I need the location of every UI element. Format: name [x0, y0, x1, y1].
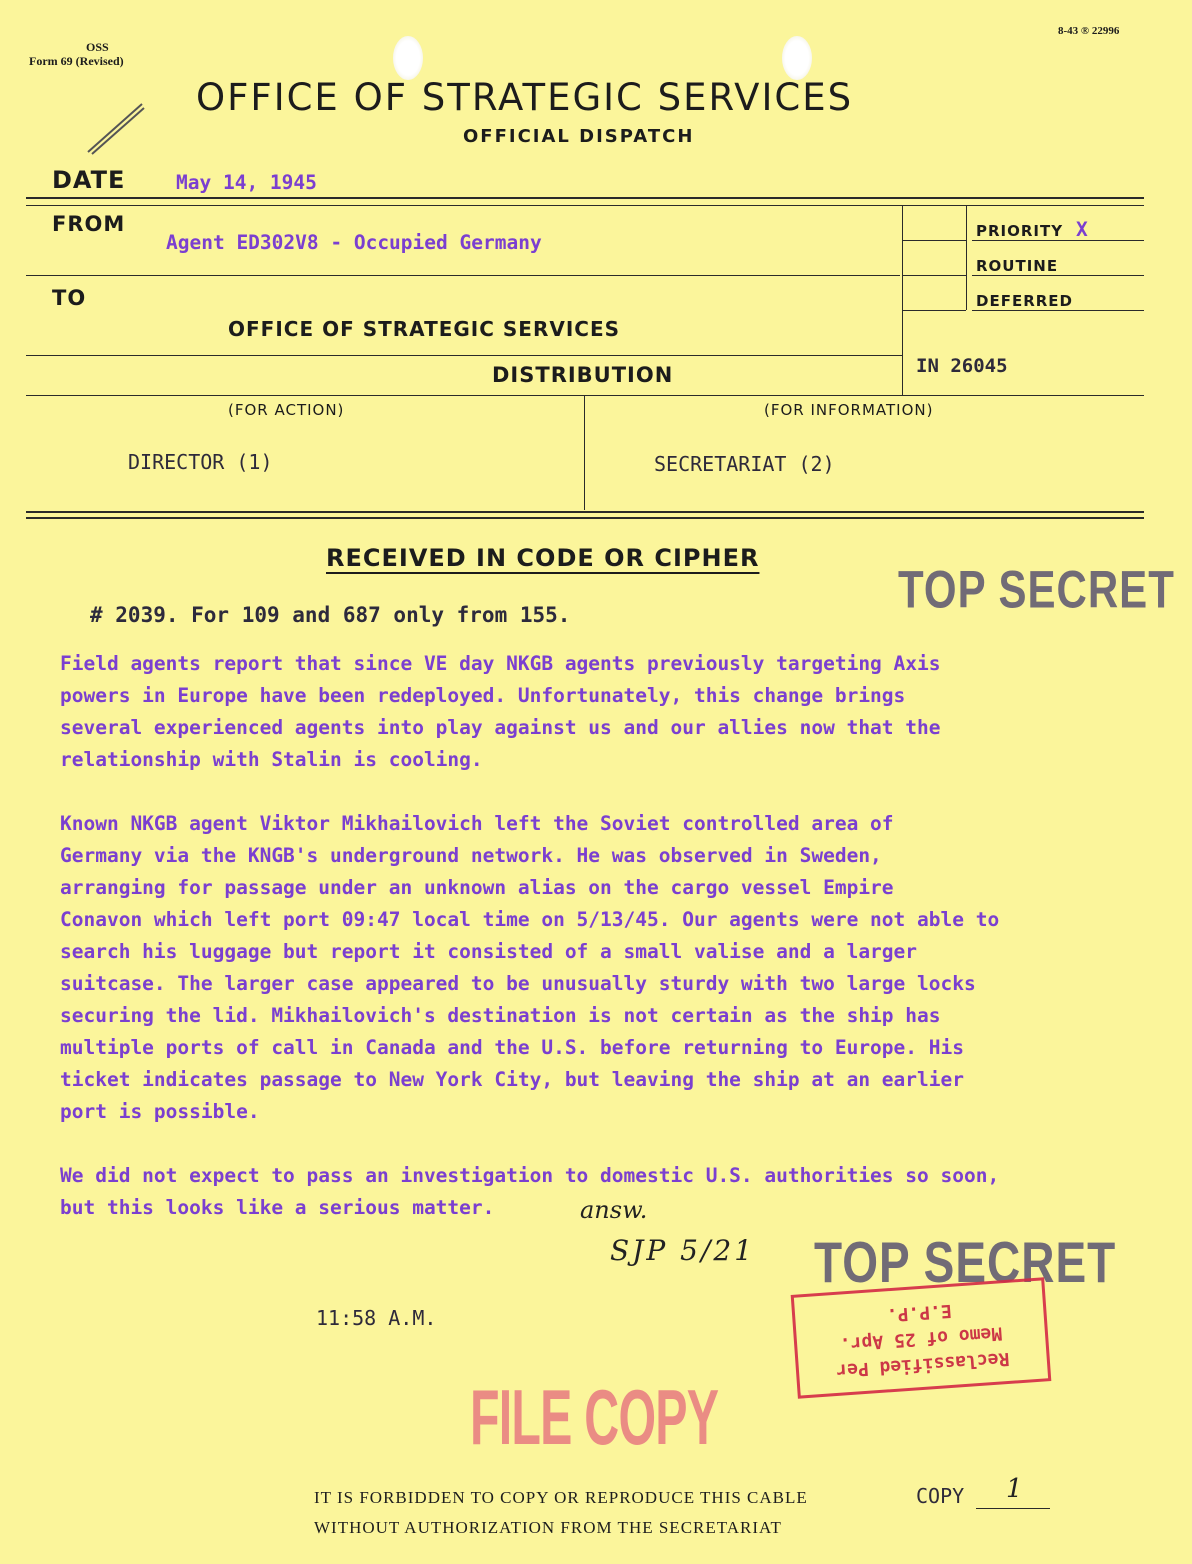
copy-label: COPY — [916, 1484, 965, 1508]
rule-from — [26, 275, 900, 276]
from-value: Agent ED302V8 - Occupied Germany — [166, 231, 542, 254]
for-action-label: (FOR ACTION) — [228, 401, 345, 419]
handwritten-answer: answ. — [580, 1196, 648, 1224]
rule-top — [26, 197, 1144, 199]
declassification-stamp: Reclassified Per Memo of 25 Apr. E.P.P. — [791, 1277, 1052, 1398]
distribution-label: DISTRIBUTION — [492, 363, 674, 387]
footer-line-2: WITHOUT AUTHORIZATION FROM THE SECRETARIAT — [314, 1518, 782, 1537]
priority-label: PRIORITY — [976, 222, 1064, 240]
rule-to — [26, 355, 902, 356]
print-code: 8-43 ® 22996 — [1058, 25, 1120, 37]
top-secret-stamp: TOP SECRET — [898, 560, 1175, 619]
time-stamp: 11:58 A.M. — [316, 1306, 437, 1330]
copy-underline — [976, 1508, 1050, 1509]
priority-divider-1 — [902, 205, 903, 395]
message-header: # 2039. For 109 and 687 only from 155. — [90, 603, 571, 627]
form-number: Form 69 (Revised) — [29, 54, 124, 68]
page-subtitle: OFFICIAL DISPATCH — [463, 126, 695, 147]
for-info-label: (FOR INFORMATION) — [764, 401, 934, 419]
binder-hole-right — [782, 36, 812, 80]
top-secret-stamp-2: TOP SECRET — [814, 1229, 1117, 1295]
action-value: DIRECTOR (1) — [128, 450, 273, 474]
routine-label: ROUTINE — [976, 257, 1059, 275]
deferred-label: DEFERRED — [976, 292, 1073, 310]
binder-hole-left — [393, 36, 423, 80]
message-paragraph-2: Known NKGB agent Viktor Mikhailovich left the Soviet controlled area of Germany via the KNGB's underground network. He was observed in Sweden, arranging for passage under an unknown alias on the cargo vessel Empire Conavon which left port 09:47 local time on 5/13/45. Our agents were not able to search his luggage but report it consisted of a small valise and a larger suitcase. The larger case appeared to be unusually sturdy with two large locks securing the lid. Mikhailovich's destination is not certain as the ship has multiple ports of call in Canada and the U.S. before returning to Europe. His ticket indicates passage to New York City, but leaving the ship at an earlier port is possible. — [60, 812, 1000, 1123]
paper-clip-icon — [80, 96, 150, 158]
to-label: TO — [52, 286, 87, 310]
rule-bottom — [26, 511, 1144, 513]
priority-mark: X — [1076, 218, 1088, 241]
received-heading: RECEIVED IN CODE OR CIPHER — [326, 544, 760, 572]
info-value: SECRETARIAT (2) — [654, 452, 835, 476]
file-copy-stamp: FILE COPY — [470, 1375, 719, 1462]
footer-line-1: IT IS FORBIDDEN TO COPY OR REPRODUCE THIS CABLE — [314, 1488, 808, 1507]
priority-divider-2 — [966, 205, 967, 310]
handwritten-initials: SJP 5/21 — [610, 1234, 756, 1267]
to-value: OFFICE OF STRATEGIC SERVICES — [228, 317, 621, 341]
date-value: May 14, 1945 — [176, 171, 317, 194]
distribution-divider — [584, 395, 585, 510]
copy-number: 1 — [1006, 1474, 1023, 1504]
page-title: OFFICE OF STRATEGIC SERVICES — [196, 76, 854, 119]
date-label: DATE — [52, 166, 126, 194]
form-agency: OSS — [86, 40, 109, 54]
rule-bottom-2 — [26, 517, 1144, 519]
from-label: FROM — [52, 212, 126, 236]
in-number: IN 26045 — [916, 355, 1008, 377]
rule-top-2 — [26, 205, 1144, 206]
rule-distribution — [26, 395, 1144, 396]
message-paragraph-3: We did not expect to pass an investigation to domestic U.S. authorities so soon, but this looks like a serious matter. — [60, 1164, 1000, 1219]
message-paragraph-1: Field agents report that since VE day NKGB agents previously targeting Axis powers in Europe have been redeployed. Unfortunately, this change brings several experienced agents into play against us and our allies now that the relationship with Stalin is cooling. — [60, 652, 941, 771]
